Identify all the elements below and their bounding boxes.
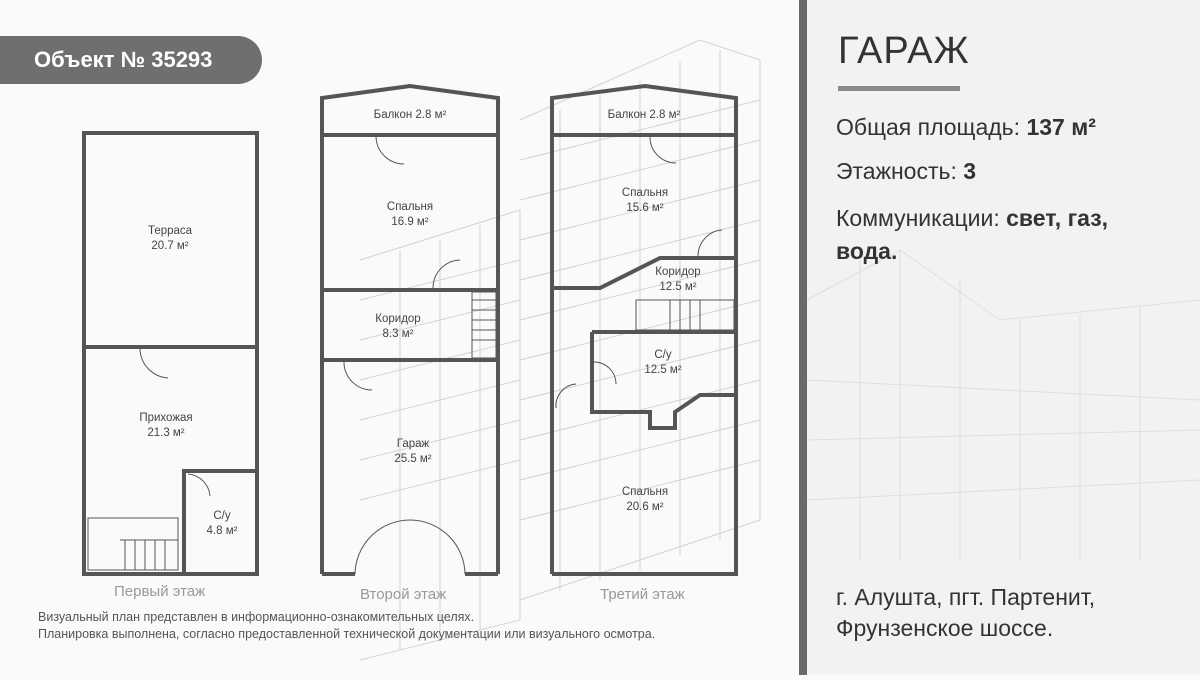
room-name-bedroom-2: Спальня <box>386 201 434 213</box>
room-name-bedroom-3b: Спальня <box>621 486 669 498</box>
room-area-hall: 21.3 м² <box>147 427 185 439</box>
room-area-bedroom-2: 16.9 м² <box>391 216 429 228</box>
room-name-terrace: Терраса <box>147 225 193 237</box>
utilities <box>836 202 1108 268</box>
utilities-value-1: свет, газ, <box>1006 205 1109 231</box>
address <box>836 582 1095 644</box>
room-balcony-3: Балкон 2.8 м² <box>607 109 681 121</box>
floors-count-label: Этажность: <box>836 158 957 184</box>
info-panel <box>807 0 1200 675</box>
first-floor-outline <box>84 133 257 574</box>
property-title: ГАРАЖ <box>838 30 970 72</box>
floors-count <box>836 158 976 185</box>
floor-label-first: Первый этаж <box>114 583 206 600</box>
disclaimer-line-2: Планировка выполнена, согласно предоставленной технической документации или визуального осмотра. <box>38 627 656 641</box>
floor-label-second: Второй этаж <box>360 586 447 603</box>
room-balcony-2: Балкон 2.8 м² <box>373 109 447 121</box>
utilities-label: Коммуникации: <box>836 205 1000 231</box>
room-area-bathroom-3: 12.5 м² <box>644 364 682 376</box>
address-line-2: Фрунзенское шоссе. <box>836 615 1054 641</box>
title-underline <box>838 86 960 91</box>
room-area-bedroom-3b: 20.6 м² <box>626 501 664 513</box>
disclaimer <box>38 609 655 643</box>
vertical-divider <box>799 0 807 675</box>
room-area-corridor-3: 12.5 м² <box>659 281 697 293</box>
room-area-bathroom-1: 4.8 м² <box>206 525 238 537</box>
room-name-bedroom-3a: Спальня <box>621 187 669 199</box>
floor-label-third: Третий этаж <box>600 586 685 603</box>
object-number-badge: Объект № 35293 <box>0 36 262 84</box>
room-name-corridor-3: Коридор <box>655 266 701 278</box>
room-area-terrace: 20.7 м² <box>151 240 189 252</box>
address-line-1: г. Алушта, пгт. Партенит, <box>836 584 1096 610</box>
room-name-corridor-2: Коридор <box>375 313 421 325</box>
room-area-garage: 25.5 м² <box>394 453 432 465</box>
total-area-label: Общая площадь: <box>836 114 1021 140</box>
room-area-bedroom-3a: 15.6 м² <box>626 202 664 214</box>
total-area-value: 137 м² <box>1026 114 1096 140</box>
room-name-hall: Прихожая <box>139 412 193 424</box>
total-area <box>836 114 1096 141</box>
utilities-value-2: вода. <box>836 238 898 264</box>
room-name-bathroom-3: С/у <box>654 349 672 361</box>
disclaimer-line-1: Визуальный план представлен в информационно-ознакомительных целях. <box>38 610 475 624</box>
floors-count-value: 3 <box>963 158 977 184</box>
room-name-bathroom-1: С/у <box>213 510 231 522</box>
room-name-garage: Гараж <box>396 438 430 450</box>
room-area-corridor-2: 8.3 м² <box>382 328 414 340</box>
